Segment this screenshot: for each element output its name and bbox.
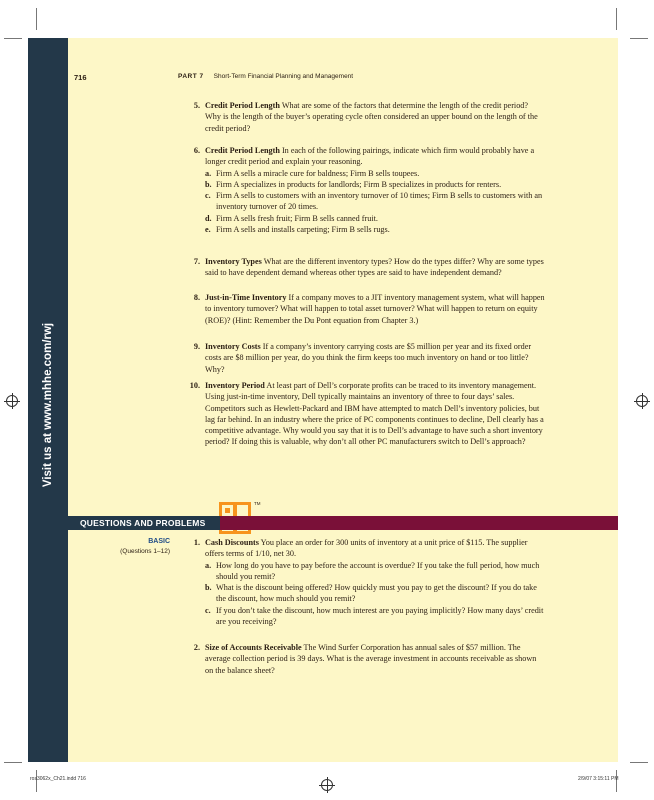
- sub-text: Firm A specializes in products for landlords; Firm B specializes in products for renters.: [216, 179, 502, 189]
- question-number: 8.: [193, 293, 200, 302]
- sub-question: [205, 582, 545, 605]
- question-title: Credit Period Length: [205, 146, 280, 155]
- file-slug: ros3062x_Ch21.indd 716: [30, 776, 86, 782]
- sub-question: [205, 168, 545, 179]
- sub-text: If you don’t take the discount, how much interest are you paying implicitly? How many days’ credit are you receiving?: [216, 605, 544, 627]
- question-item: [193, 341, 545, 375]
- timestamp-slug: 2/9/07 3:15:11 PM: [578, 776, 619, 782]
- running-head: [178, 73, 353, 80]
- page-number: 716: [74, 73, 87, 82]
- problem-text: The Wind Surfer Corporation has annual sales of $57 million. The average collection period is 39 days. What is the average investment in accounts receivable as shown on the balance sheet?: [205, 643, 537, 675]
- crop-mark: [4, 762, 22, 763]
- question-item: [189, 380, 545, 448]
- crop-mark: [630, 38, 648, 39]
- trademark: TM: [254, 501, 261, 506]
- question-title: Just-in-Time Inventory: [205, 293, 287, 302]
- registration-mark-icon: [321, 779, 333, 791]
- sub-question: [205, 213, 545, 224]
- level-range: (Questions 1–12): [120, 548, 170, 555]
- question-title: Inventory Types: [205, 257, 262, 266]
- problem-title: Size of Accounts Receivable: [205, 643, 302, 652]
- question-text: At least part of Dell’s corporate profits can be traced to its inventory management. Using just-in-time inventory, Dell typically maintains an inventory of three to four days’ sales. Competitors such as Hewlett-Packard and IBM have attempted to match Dell’s inventory policies, but lag far behind. In an industry where the price of PC components continues to decline, Dell clearly has a competitive advantage. Why would you say that it is to Dell’s advantage to have such a short inventory period? If doing this is valuable, why don’t all other PC manufacturers switch to Dell’s approach?: [205, 381, 544, 447]
- sub-letter: e.: [205, 225, 211, 235]
- question-text: If a company moves to a JIT inventory management system, what will happen to inventory turnover? What will happen to total asset turnover? What will happen to return on equity (ROE)? (Hint: Remember the Du Pont equation from Chapter 3.): [205, 293, 545, 325]
- question-number: 9.: [193, 342, 200, 351]
- question-title: Inventory Period: [205, 381, 265, 390]
- sub-text: What is the discount being offered? How quickly must you pay to get the discount? If you do take the discount, how much should you remit?: [216, 583, 537, 604]
- part-title: Short-Term Financial Planning and Management: [213, 73, 354, 80]
- question-title: Credit Period Length: [205, 101, 280, 110]
- registration-mark-icon: [6, 395, 18, 407]
- sub-letter: a.: [205, 168, 212, 178]
- sub-question: [205, 179, 545, 190]
- problem-text: You place an order for 300 units of inventory at a unit price of $115. The supplier offers terms of 1/10, net 30.: [205, 538, 528, 559]
- sub-text: Firm A sells to customers with an inventory turnover of 10 times; Firm B sells to customers with an inventory turnover of 20 times.: [216, 191, 543, 212]
- crop-mark: [616, 8, 617, 30]
- sub-question: [205, 224, 545, 235]
- question-item: [193, 292, 545, 326]
- question-number: 6.: [193, 146, 200, 155]
- question-number: 5.: [193, 101, 200, 110]
- sub-letter: c.: [205, 191, 211, 201]
- sub-letter: c.: [205, 605, 211, 615]
- sub-question: [205, 190, 545, 213]
- question-text: What are some of the factors that determine the length of the credit period? Why is the length of the buyer’s operating cycle often considered an upper bound on the length of the credit period?: [205, 101, 538, 133]
- question-item: [193, 100, 545, 134]
- crop-mark: [630, 762, 648, 763]
- question-text: In each of the following pairings, indicate which firm would probably have a longer credit period and explain your reasoning.: [205, 146, 535, 167]
- problem-number: 1.: [193, 538, 200, 547]
- question-number: 7.: [193, 257, 200, 266]
- crop-mark: [4, 38, 22, 39]
- problem-item: [193, 642, 545, 676]
- sub-question: [205, 560, 545, 583]
- sub-question: [205, 605, 545, 628]
- section-title: QUESTIONS AND PROBLEMS: [80, 518, 206, 528]
- question-item: [193, 256, 545, 279]
- sub-text: How long do you have to pay before the account is overdue? If you take the full period, how much should you remit?: [216, 560, 540, 581]
- level-label: BASIC: [148, 538, 170, 545]
- sub-letter: d.: [205, 213, 212, 223]
- question-title: Inventory Costs: [205, 342, 261, 351]
- registration-mark-icon: [636, 395, 648, 407]
- sub-text: Firm A sells and installs carpeting; Firm B sells rugs.: [216, 225, 390, 235]
- sub-text: Firm A sells fresh fruit; Firm B sells canned fruit.: [216, 213, 378, 223]
- sub-letter: b.: [205, 583, 212, 593]
- problem-number: 2.: [193, 643, 200, 652]
- part-label: PART 7: [178, 73, 204, 80]
- question-item: [193, 145, 545, 235]
- sub-letter: a.: [205, 560, 212, 570]
- sidebar-url: Visit us at www.mhhe.com/rwj: [42, 322, 54, 488]
- sub-text: Firm A sells a miracle cure for baldness; Firm B sells toupees.: [216, 168, 420, 178]
- sub-question-list: [205, 168, 545, 236]
- problem-title: Cash Discounts: [205, 538, 259, 547]
- crop-mark: [36, 8, 37, 30]
- question-text: If a company’s inventory carrying costs are $5 million per year and its fixed order costs are $8 million per year, do you think the firm keeps too much inventory on hand or too little? Why?: [205, 342, 532, 374]
- problem-item: [193, 537, 545, 627]
- sub-question-list: [205, 560, 545, 628]
- question-text: What are the different inventory types? How do the types differ? Why are some types said to have dependent demand whereas other types are said to have independent demand?: [205, 257, 544, 278]
- question-number: 10.: [189, 381, 200, 390]
- sub-letter: b.: [205, 179, 212, 189]
